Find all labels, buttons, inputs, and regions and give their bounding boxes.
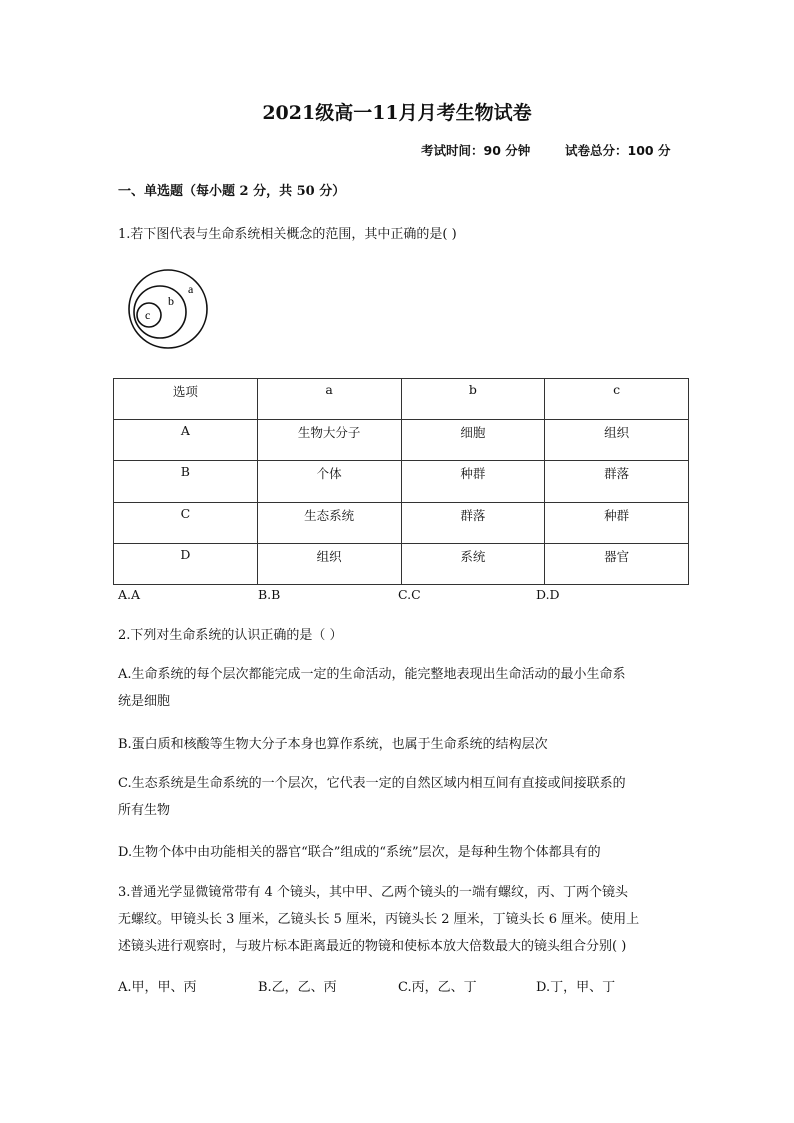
question-3-line-2: 无螺纹。甲镜头长 3 厘米，乙镜头长 5 厘米，丙镜头长 2 厘米，丁镜头长 6 厘米。使用上 [118, 912, 640, 927]
question-3-choice-c: C.丙，乙、丁 [398, 980, 477, 995]
table-cell: 个体 [257, 461, 401, 502]
question-1-stem: 1.若下图代表与生命系统相关概念的范围，其中正确的是( ) [118, 227, 457, 242]
table-cell: 生态系统 [257, 502, 401, 543]
question-2-stem: 2.下列对生命系统的认识正确的是（ ） [118, 628, 343, 643]
table-cell: 群落 [401, 502, 545, 543]
table-cell: C [114, 502, 258, 543]
table-row [114, 420, 689, 461]
question-2-option-a-cont: 统是细胞 [118, 694, 171, 709]
table-header-cell: b [401, 379, 545, 420]
options-table [113, 378, 689, 585]
question-3-choice-d: D.丁，甲、丁 [536, 980, 616, 995]
label-a: a [188, 282, 194, 296]
question-1-choice-c: C.C [398, 587, 421, 602]
table-cell: 器官 [545, 543, 689, 584]
table-cell: 系统 [401, 543, 545, 584]
table-cell: 组织 [545, 420, 689, 461]
label-c: c [145, 308, 151, 322]
question-1-choice-a: A.A [118, 587, 141, 602]
question-2-option-c: C.生态系统是生命系统的一个层次，它代表一定的自然区域内相互间有直接或间接联系的 [118, 776, 626, 791]
table-cell: 种群 [401, 461, 545, 502]
table-header-row [114, 379, 689, 420]
section-heading: 一、单选题（每小题 2 分，共 50 分） [118, 184, 346, 199]
table-cell: A [114, 420, 258, 461]
question-3-line-3: 述镜头进行观察时，与玻片标本距离最近的物镜和使标本放大倍数最大的镜头组合分别( ) [118, 939, 627, 954]
question-1-choice-d: D.D [536, 587, 560, 602]
table-cell: B [114, 461, 258, 502]
table-cell: D [114, 543, 258, 584]
table-cell: 组织 [257, 543, 401, 584]
table-cell: 细胞 [401, 420, 545, 461]
page-title: 2021级高一11月月考生物试卷 [262, 102, 532, 124]
question-2-option-b: B.蛋白质和核酸等生物大分子本身也算作系统，也属于生命系统的结构层次 [118, 737, 548, 752]
table-header-cell: c [545, 379, 689, 420]
total-score: 试卷总分：100 分 [565, 143, 671, 158]
question-2-option-c-cont: 所有生物 [118, 803, 171, 818]
question-3-choice-b: B.乙，乙、丙 [258, 980, 337, 995]
table-row [114, 543, 689, 584]
question-2-option-d: D.生物个体中由功能相关的器官“联合”组成的“系统”层次，是每种生物个体都具有的 [118, 845, 601, 860]
question-3-line-1: 3.普通光学显微镜常带有 4 个镜头，其中甲、乙两个镜头的一端有螺纹，丙、丁两个镜头 [118, 885, 628, 900]
table-row [114, 502, 689, 543]
nested-circles-diagram [123, 268, 213, 350]
table-header-cell: 选项 [114, 379, 258, 420]
table-cell: 种群 [545, 502, 689, 543]
table-cell: 群落 [545, 461, 689, 502]
label-b: b [168, 294, 174, 308]
question-1-choice-b: B.B [258, 587, 281, 602]
question-3-choice-a: A.甲，甲、丙 [118, 980, 197, 995]
question-2-option-a: A.生命系统的每个层次都能完成一定的生命活动，能完整地表现出生命活动的最小生命系 [118, 667, 626, 682]
table-header-cell: a [257, 379, 401, 420]
table-row [114, 461, 689, 502]
exam-time: 考试时间：90 分钟 [421, 143, 531, 158]
table-cell: 生物大分子 [257, 420, 401, 461]
